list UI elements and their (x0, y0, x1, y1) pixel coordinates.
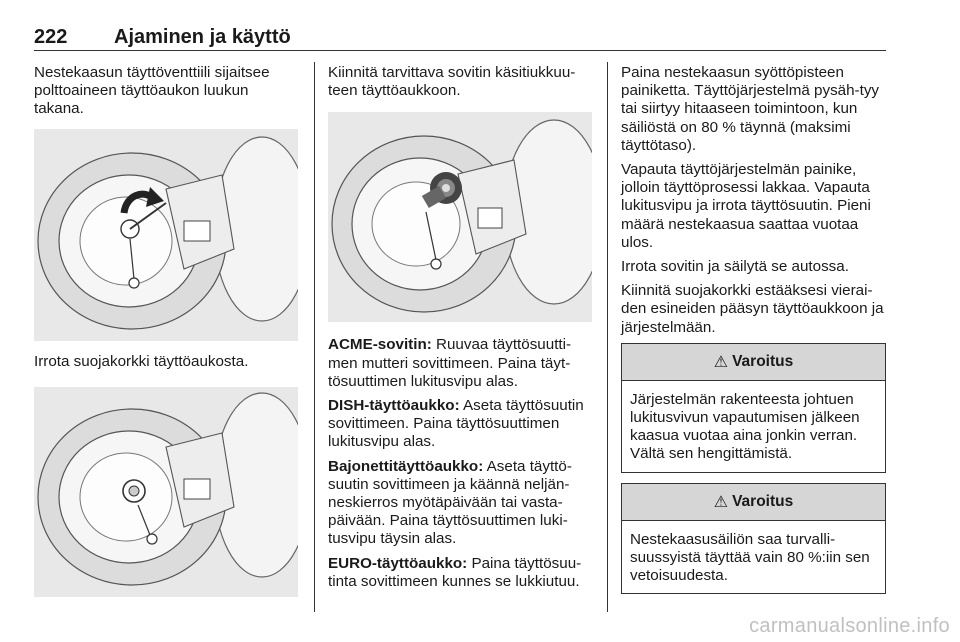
column-divider (607, 62, 608, 612)
watermark: carmanualsonline.info (749, 615, 950, 637)
adapter-item (328, 397, 592, 452)
column-divider (314, 62, 315, 612)
warning-triangle-icon: ⚠ (713, 353, 729, 371)
paragraph: Kiinnitä suojakorkki estääksesi vierai-den esineiden pääsyn täyttöaukkoon ja järjestelmään. (621, 282, 884, 336)
adapter-text: Aseta täyttösuutin sovittimeen. Paina täyttösuuttimen lukitusvipu alas. (328, 397, 584, 451)
paragraph: Nestekaasun täyttöventtiili sijaitsee polttoaineen täyttöaukon luukun takana. (34, 64, 270, 118)
adapter-item (328, 336, 592, 391)
paragraph: Vapauta täyttöjärjestelmän painike, jolloin täyttöprosessi lakkaa. Vapauta lukitusvipu ja irrota täyttösuutin. Pieni määrä nestekaasua saattaa vuotaa ulos. (621, 161, 871, 251)
adapter-term: Bajonettitäyttöaukko: (328, 457, 484, 475)
adapter-text: Paina täyttösuu-tinta sovittimeen kunnes se lukkiutuu. (328, 554, 582, 590)
adapter-term: DISH-täyttöaukko: (328, 397, 460, 415)
adapter-term: ACME-sovitin: (328, 336, 432, 354)
paragraph: Paina nestekaasun syöttöpisteen painiketta. Täyttöjärjestelmä pysäh-tyy tai siirtyy hitaaseen toimintoon, kun säiliöstä on 80 % täynnä (maksimi täyttötaso). (621, 64, 880, 154)
warning-title: Varoitus (732, 492, 794, 510)
header-rule (34, 50, 886, 51)
warning-triangle-icon: ⚠ (713, 493, 729, 511)
figure-fuel-door-open (34, 129, 298, 341)
warning-box (621, 343, 886, 473)
warning-header (622, 484, 885, 521)
adapter-item (328, 458, 592, 549)
page-header (34, 26, 886, 48)
column-2 (328, 64, 592, 597)
adapter-item (328, 555, 592, 591)
paragraph: Irrota sovitin ja säilytä se autossa. (621, 258, 849, 276)
column-3 (621, 64, 886, 594)
adapter-text: Aseta täyttö-suutin sovittimeen ja käännä neljän-neskierros myötäpäivään tai vasta-päivään. Paina täyttösuuttimen luki-tusvipu täysin alas. (328, 457, 572, 548)
warning-box (621, 483, 886, 595)
section-title: Ajaminen ja käyttö (114, 26, 291, 48)
warning-text: Nestekaasusäiliön saa turvalli-suussyistä täyttää vain 80 %:iin sen vetoisuudesta. (630, 530, 870, 585)
figure-adapter-fitted (328, 112, 592, 322)
column-1 (34, 64, 298, 597)
warning-header (622, 344, 885, 381)
paragraph: Irrota suojakorkki täyttöaukosta. (34, 352, 249, 370)
warning-text: Järjestelmän rakenteesta johtuen lukitusvivun vapautumisen jälkeen kaasua vuotaa aina jonkin verran. Vältä sen hengittämistä. (630, 390, 860, 463)
page-number: 222 (34, 26, 68, 48)
figure-cap-removed (34, 387, 298, 597)
adapter-text: Ruuvaa täyttösuutti-men mutteri sovittimeen. Paina täyt-tösuuttimen lukitusvipu alas. (328, 336, 572, 390)
warning-title: Varoitus (732, 352, 794, 370)
paragraph: Kiinnitä tarvittava sovitin käsitiukkuu-teen täyttöaukkoon. (328, 64, 576, 100)
adapter-term: EURO-täyttöaukko: (328, 554, 468, 572)
